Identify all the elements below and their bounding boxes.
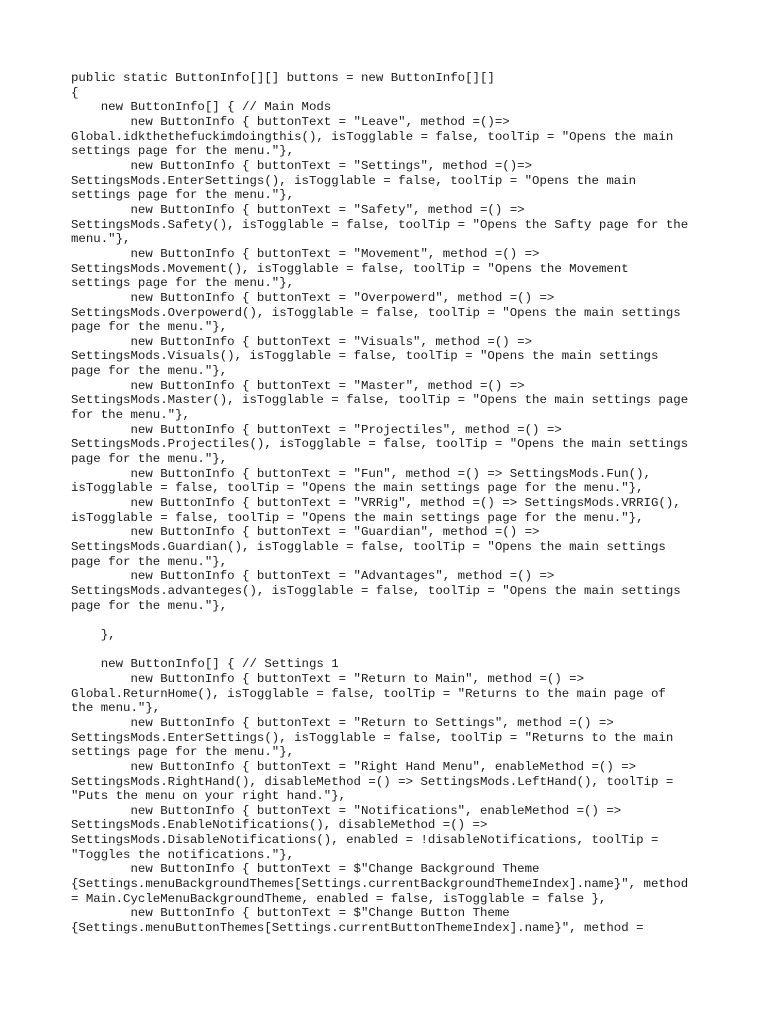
code-line: SettingsMods.Guardian(), isTogglable = false, toolTip = "Opens the main settings xyxy=(71,540,666,554)
code-line xyxy=(71,613,701,628)
code-line: for the menu."}, xyxy=(71,408,190,423)
code-line: settings page for the menu."}, xyxy=(71,144,295,159)
code-line: settings page for the menu."}, xyxy=(71,745,295,760)
code-line: new ButtonInfo { buttonText = "Guardian", method =() => xyxy=(71,525,540,540)
code-line: new ButtonInfo[] { // Settings 1 xyxy=(71,657,339,672)
code-line: new ButtonInfo { buttonText = "Settings", method =()=> xyxy=(71,158,533,173)
code-line: {Settings.menuBackgroundThemes[Settings.currentBackgroundThemeIndex].name}", method xyxy=(71,877,689,892)
code-line: "Puts the menu on your right hand."}, xyxy=(71,789,347,804)
code-line: isTogglable = false, toolTip = "Opens the main settings page for the menu."}, xyxy=(71,510,644,525)
code-line: SettingsMods.Movement(), isTogglable = false, toolTip = "Opens the Movement xyxy=(71,261,629,276)
code-line: the menu."}, xyxy=(71,701,161,716)
code-line: SettingsMods.RightHand(), disableMethod =() => SettingsMods.LeftHand(), toolTip = xyxy=(71,774,674,789)
code-line: SettingsMods.Overpowerd(), isTogglable = false, toolTip = "Opens the main settings xyxy=(71,305,681,320)
code-line: new ButtonInfo { buttonText = "Notifications", enableMethod =() => xyxy=(71,803,622,818)
code-line: SettingsMods.Safety(), isTogglable = false, toolTip = "Opens the Safty page for the xyxy=(71,217,689,232)
code-line: }, xyxy=(71,627,116,642)
code-line: = Main.CycleMenuBackgroundTheme, enabled = false, isTogglable = false }, xyxy=(71,891,607,906)
code-line: SettingsMods.DisableNotifications(), enabled = !disableNotifications, toolTip = xyxy=(71,833,659,848)
code-line: SettingsMods.advanteges(), isTogglable = false, toolTip = "Opens the main settings xyxy=(71,583,681,598)
code-line: page for the menu."}, xyxy=(71,554,228,569)
code-line: SettingsMods.Visuals(), isTogglable = false, toolTip = "Opens the main settings xyxy=(71,349,659,364)
code-line: Global.ReturnHome(), isTogglable = false, toolTip = "Returns to the main page of xyxy=(71,686,666,701)
code-line: new ButtonInfo { buttonText = "Master", method =() => xyxy=(71,378,525,393)
code-line xyxy=(71,643,701,658)
code-line: new ButtonInfo { buttonText = "Advantages", method =() => xyxy=(71,569,555,584)
code-line: SettingsMods.EnterSettings(), isTogglable = false, toolTip = "Opens the main xyxy=(71,173,637,188)
code-line: SettingsMods.Projectiles(), isTogglable = false, toolTip = "Opens the main settings xyxy=(71,437,689,452)
code-line: new ButtonInfo { buttonText = "Right Hand Menu", enableMethod =() => xyxy=(71,759,637,774)
code-line: public static ButtonInfo[][] buttons = new ButtonInfo[][] xyxy=(71,71,495,85)
code-line: SettingsMods.Master(), isTogglable = false, toolTip = "Opens the main settings page xyxy=(71,393,689,408)
code-line: page for the menu."}, xyxy=(71,598,228,613)
code-line: page for the menu."}, xyxy=(71,452,228,467)
code-line: new ButtonInfo { buttonText = "Visuals", method =() => xyxy=(71,334,533,349)
code-line: new ButtonInfo { buttonText = "Return to Main", method =() => xyxy=(71,671,585,686)
code-line: new ButtonInfo { buttonText = "Movement", method =() => xyxy=(71,246,540,261)
code-line: page for the menu."}, xyxy=(71,364,228,379)
code-line: new ButtonInfo[] { // Main Mods xyxy=(71,100,332,115)
code-line: {Settings.menuButtonThemes[Settings.currentButtonThemeIndex].name}", method = xyxy=(71,921,644,936)
code-line: new ButtonInfo { buttonText = "Fun", method =() => SettingsMods.Fun(), xyxy=(71,466,651,481)
code-line: page for the menu."}, xyxy=(71,320,228,335)
code-line: new ButtonInfo { buttonText = "Safety", method =() => xyxy=(71,202,525,217)
code-line: "Toggles the notifications."}, xyxy=(71,847,295,862)
code-line: new ButtonInfo { buttonText = "Projectiles", method =() => xyxy=(71,422,562,437)
code-line: new ButtonInfo { buttonText = "Return to Settings", method =() => xyxy=(71,715,614,730)
code-line: SettingsMods.EnterSettings(), isTogglable = false, toolTip = "Returns to the main xyxy=(71,730,674,745)
code-line: settings page for the menu."}, xyxy=(71,276,295,291)
code-line: new ButtonInfo { buttonText = $"Change Background Theme xyxy=(71,862,540,877)
code-line: menu."}, xyxy=(71,232,131,247)
code-line: new ButtonInfo { buttonText = "VRRig", method =() => SettingsMods.VRRIG(), xyxy=(71,496,681,511)
code-listing xyxy=(71,71,701,936)
code-line: settings page for the menu."}, xyxy=(71,188,295,203)
code-line: { xyxy=(71,85,79,100)
code-line: SettingsMods.EnableNotifications(), disableMethod =() => xyxy=(71,818,488,833)
code-line: isTogglable = false, toolTip = "Opens the main settings page for the menu."}, xyxy=(71,481,644,496)
code-line: new ButtonInfo { buttonText = $"Change Button Theme xyxy=(71,906,510,921)
code-line: new ButtonInfo { buttonText = "Overpowerd", method =() => xyxy=(71,290,555,305)
code-line: Global.idkthethefuckimdoingthis(), isTogglable = false, toolTip = "Opens the main xyxy=(71,129,674,144)
code-line: new ButtonInfo { buttonText = "Leave", method =()=> xyxy=(71,114,510,129)
